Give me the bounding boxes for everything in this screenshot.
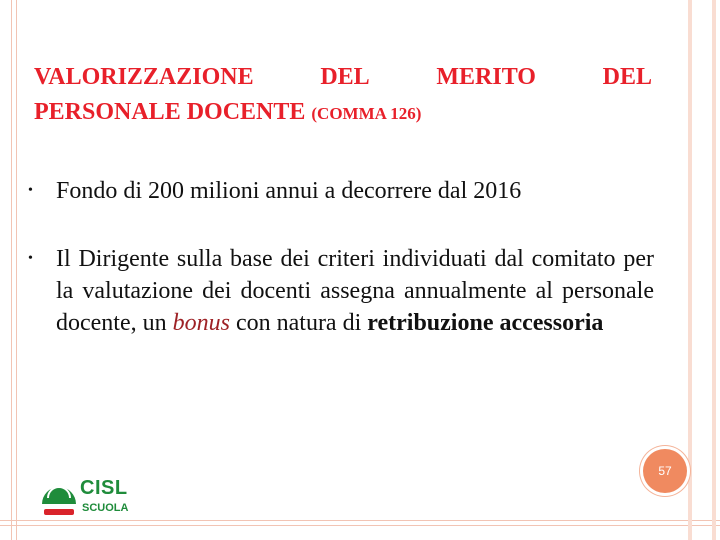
logo-cisl-text: CISL <box>80 477 128 499</box>
frame-left-decoration <box>11 0 17 540</box>
logo-scuola-text: SCUOLA <box>82 502 129 514</box>
title-main-text: PERSONALE DOCENTE <box>34 99 306 125</box>
retribuzione-accessoria-phrase: retribuzione accessoria <box>367 310 604 336</box>
cisl-scuola-logo <box>40 476 144 518</box>
rail-right-decoration <box>688 0 716 540</box>
slide-title <box>34 60 652 131</box>
bullet-list <box>26 175 654 375</box>
bullet-item-fondo <box>26 175 654 207</box>
bullet-text-part1: Il Dirigente sulla base dei criteri individuati dal comitato per la valutazione dei docenti assegna annualmente al personale docente, un <box>56 246 654 336</box>
title-word-4: DEL <box>602 64 652 90</box>
cisl-emblem-icon <box>40 476 78 516</box>
bullet-marker: • <box>28 251 33 266</box>
title-word-3: MERITO <box>436 64 536 90</box>
title-line-2 <box>34 95 652 131</box>
page-number-badge: 57 <box>643 449 687 493</box>
bullet-marker: • <box>28 183 33 198</box>
title-word-1: VALORIZZAZIONE <box>34 64 254 90</box>
title-line-1 <box>34 60 652 95</box>
title-word-2: DEL <box>320 64 370 90</box>
bullet-text: Fondo di 200 milioni annui a decorrere dal 2016 <box>56 178 522 204</box>
title-comma-note: (COMMA 126) <box>311 104 422 123</box>
frame-bottom-decoration <box>0 520 720 526</box>
bullet-text-part2: con natura di <box>229 310 368 336</box>
bullet-item-dirigente <box>26 243 654 339</box>
bonus-word: bonus <box>172 310 230 336</box>
